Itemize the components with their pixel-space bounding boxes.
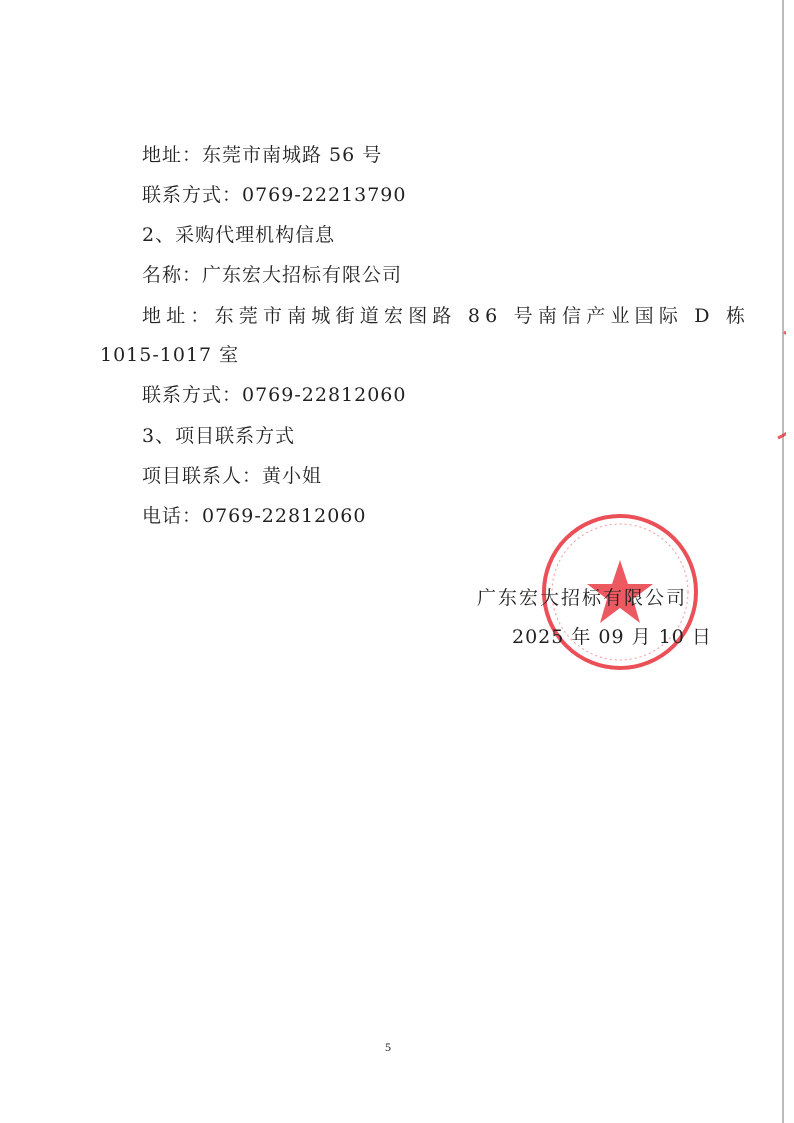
partial-seal-edge <box>756 330 786 440</box>
project-phone: 电话：0769-22812060 <box>142 505 367 527</box>
agency-name: 名称：广东宏大招标有限公司 <box>142 264 403 286</box>
agency-address: 地址：东莞市南城街道宏图路 86 号南信产业国际 D 栋 <box>142 305 751 327</box>
page-number: 5 <box>385 1040 391 1054</box>
section-heading-agency: 2、采购代理机构信息 <box>142 224 336 246</box>
signature-company: 广东宏大招标有限公司 <box>477 587 688 609</box>
project-contact-person: 项目联系人：黄小姐 <box>142 465 323 487</box>
agency-address-cont: 1015-1017 室 <box>100 344 240 366</box>
purchaser-contact: 联系方式：0769-22213790 <box>142 184 407 206</box>
agency-contact: 联系方式：0769-22812060 <box>142 384 407 406</box>
page-edge <box>782 0 784 1123</box>
section-heading-project-contact: 3、项目联系方式 <box>142 425 296 447</box>
purchaser-address: 地址：东莞市南城路 56 号 <box>142 144 383 166</box>
signature-date: 2025 年 09 月 10 日 <box>512 626 712 648</box>
